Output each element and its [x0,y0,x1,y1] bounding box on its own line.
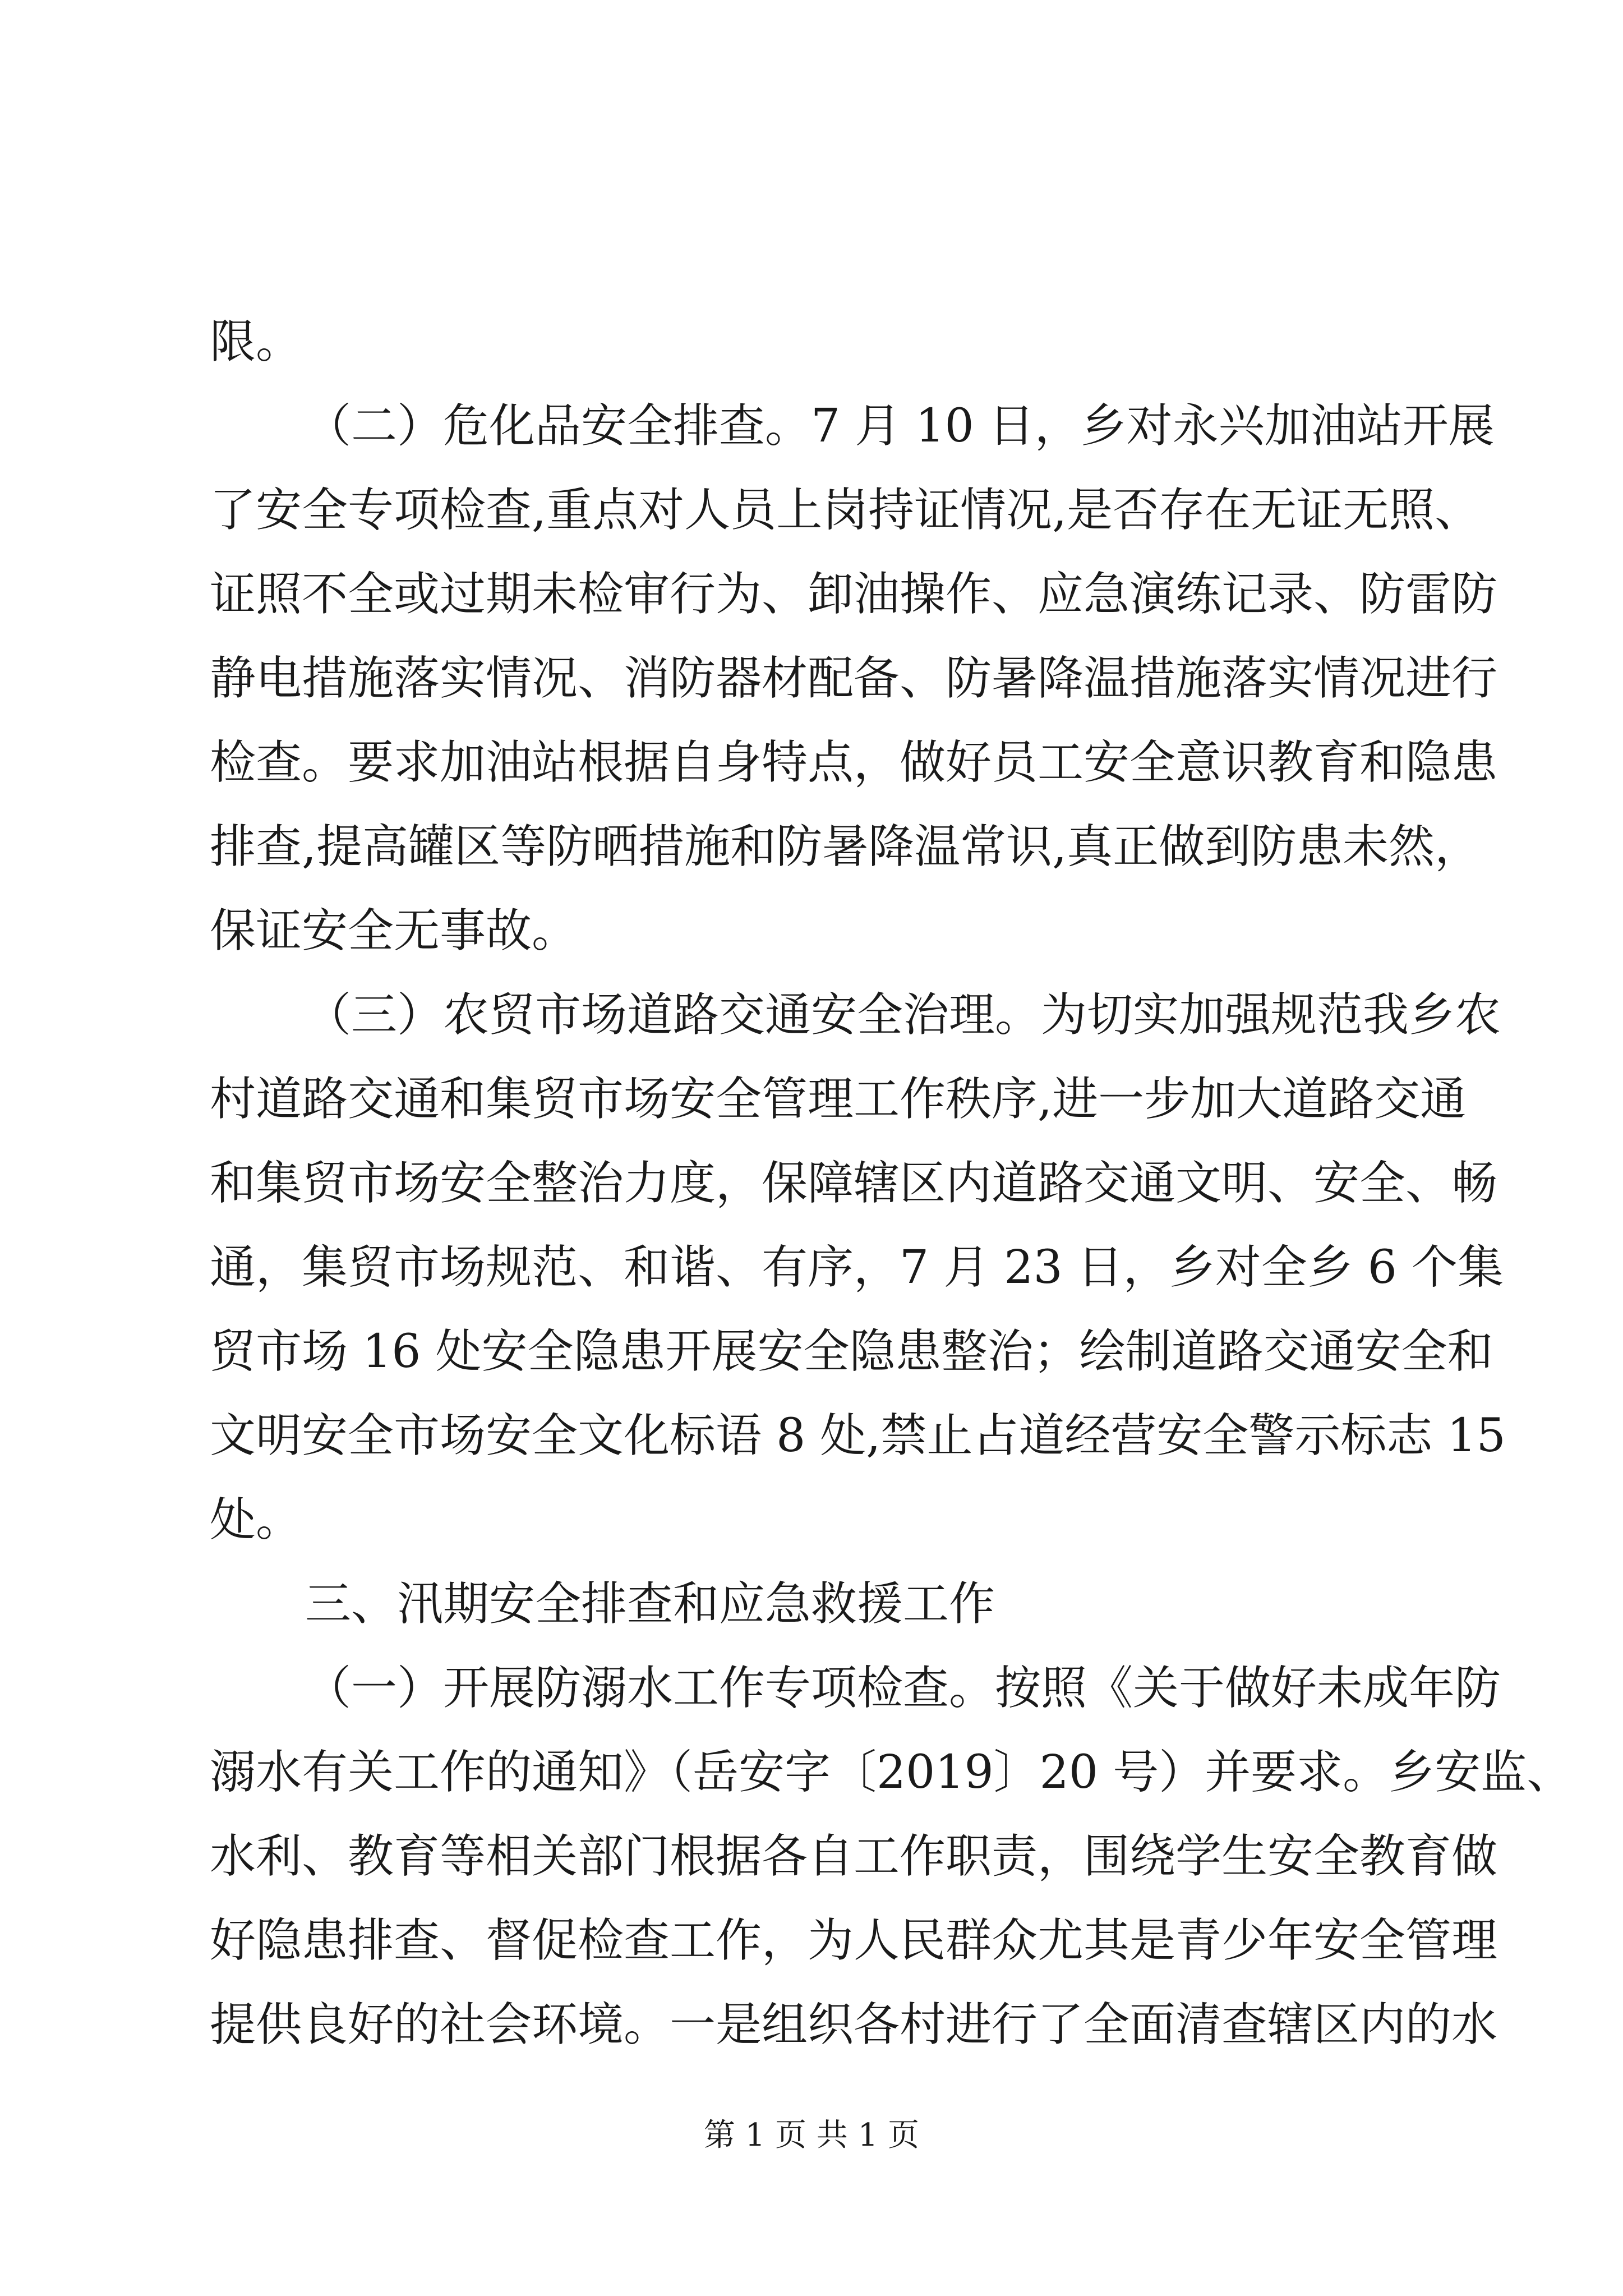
paragraph-line: （一）开展防溺水工作专项检查。按照《关于做好未成年防 [305,1662,1501,1715]
paragraph-line: 水利、教育等相关部门根据各自工作职责，围绕学生安全教育做 [210,1830,1498,1883]
section-heading: 三、汛期安全排查和应急救援工作 [305,1577,995,1631]
paragraph-line: 限。 [210,315,302,369]
paragraph-line: 村道路交通和集贸市场安全管理工作秩序,进一步加大道路交通 [210,1073,1467,1126]
paragraph-line: 好隐患排查、督促检查工作，为人民群众尤其是青少年安全管理 [210,1914,1498,1967]
paragraph-line: 证照不全或过期未检审行为、卸油操作、应急演练记录、防雷防 [210,568,1498,621]
paragraph-line: 排查,提高罐区等防晒措施和防暑降温常识,真正做到防患未然， [210,820,1481,873]
paragraph-line: 保证安全无事故。 [210,904,578,958]
paragraph-line: 贸市场 16 处安全隐患开展安全隐患整治；绘制道路交通安全和 [210,1325,1493,1378]
paragraph-line: 了安全专项检查,重点对人员上岗持证情况,是否存在无证无照、 [210,484,1481,537]
paragraph-line: 和集贸市场安全整治力度，保障辖区内道路交通文明、安全、畅 [210,1157,1498,1210]
paragraph-line: 文明安全市场安全文化标语 8 处,禁止占道经营安全警示标志 15 [210,1409,1506,1462]
paragraph-line: 检查。要求加油站根据自身特点，做好员工安全意识教育和隐患 [210,736,1498,789]
paragraph-line: 溺水有关工作的通知》（岳安字〔2019〕20 号）并要求。乡安监、 [210,1746,1573,1799]
paragraph-line: （三）农贸市场道路交通安全治理。为切实加强规范我乡农 [305,988,1501,1042]
paragraph-line: 提供良好的社会环境。一是组织各村进行了全面清查辖区内的水 [210,1998,1498,2051]
paragraph-line: 静电措施落实情况、消防器材配备、防暑降温措施落实情况进行 [210,652,1498,705]
page-number-footer: 第 1 页 共 1 页 [703,2117,920,2154]
paragraph-line: 处。 [210,1493,302,1547]
paragraph-line: 通，集贸市场规范、和谐、有序，7 月 23 日，乡对全乡 6 个集 [210,1241,1504,1294]
paragraph-line: （二）危化品安全排查。7 月 10 日，乡对永兴加油站开展 [305,399,1495,453]
